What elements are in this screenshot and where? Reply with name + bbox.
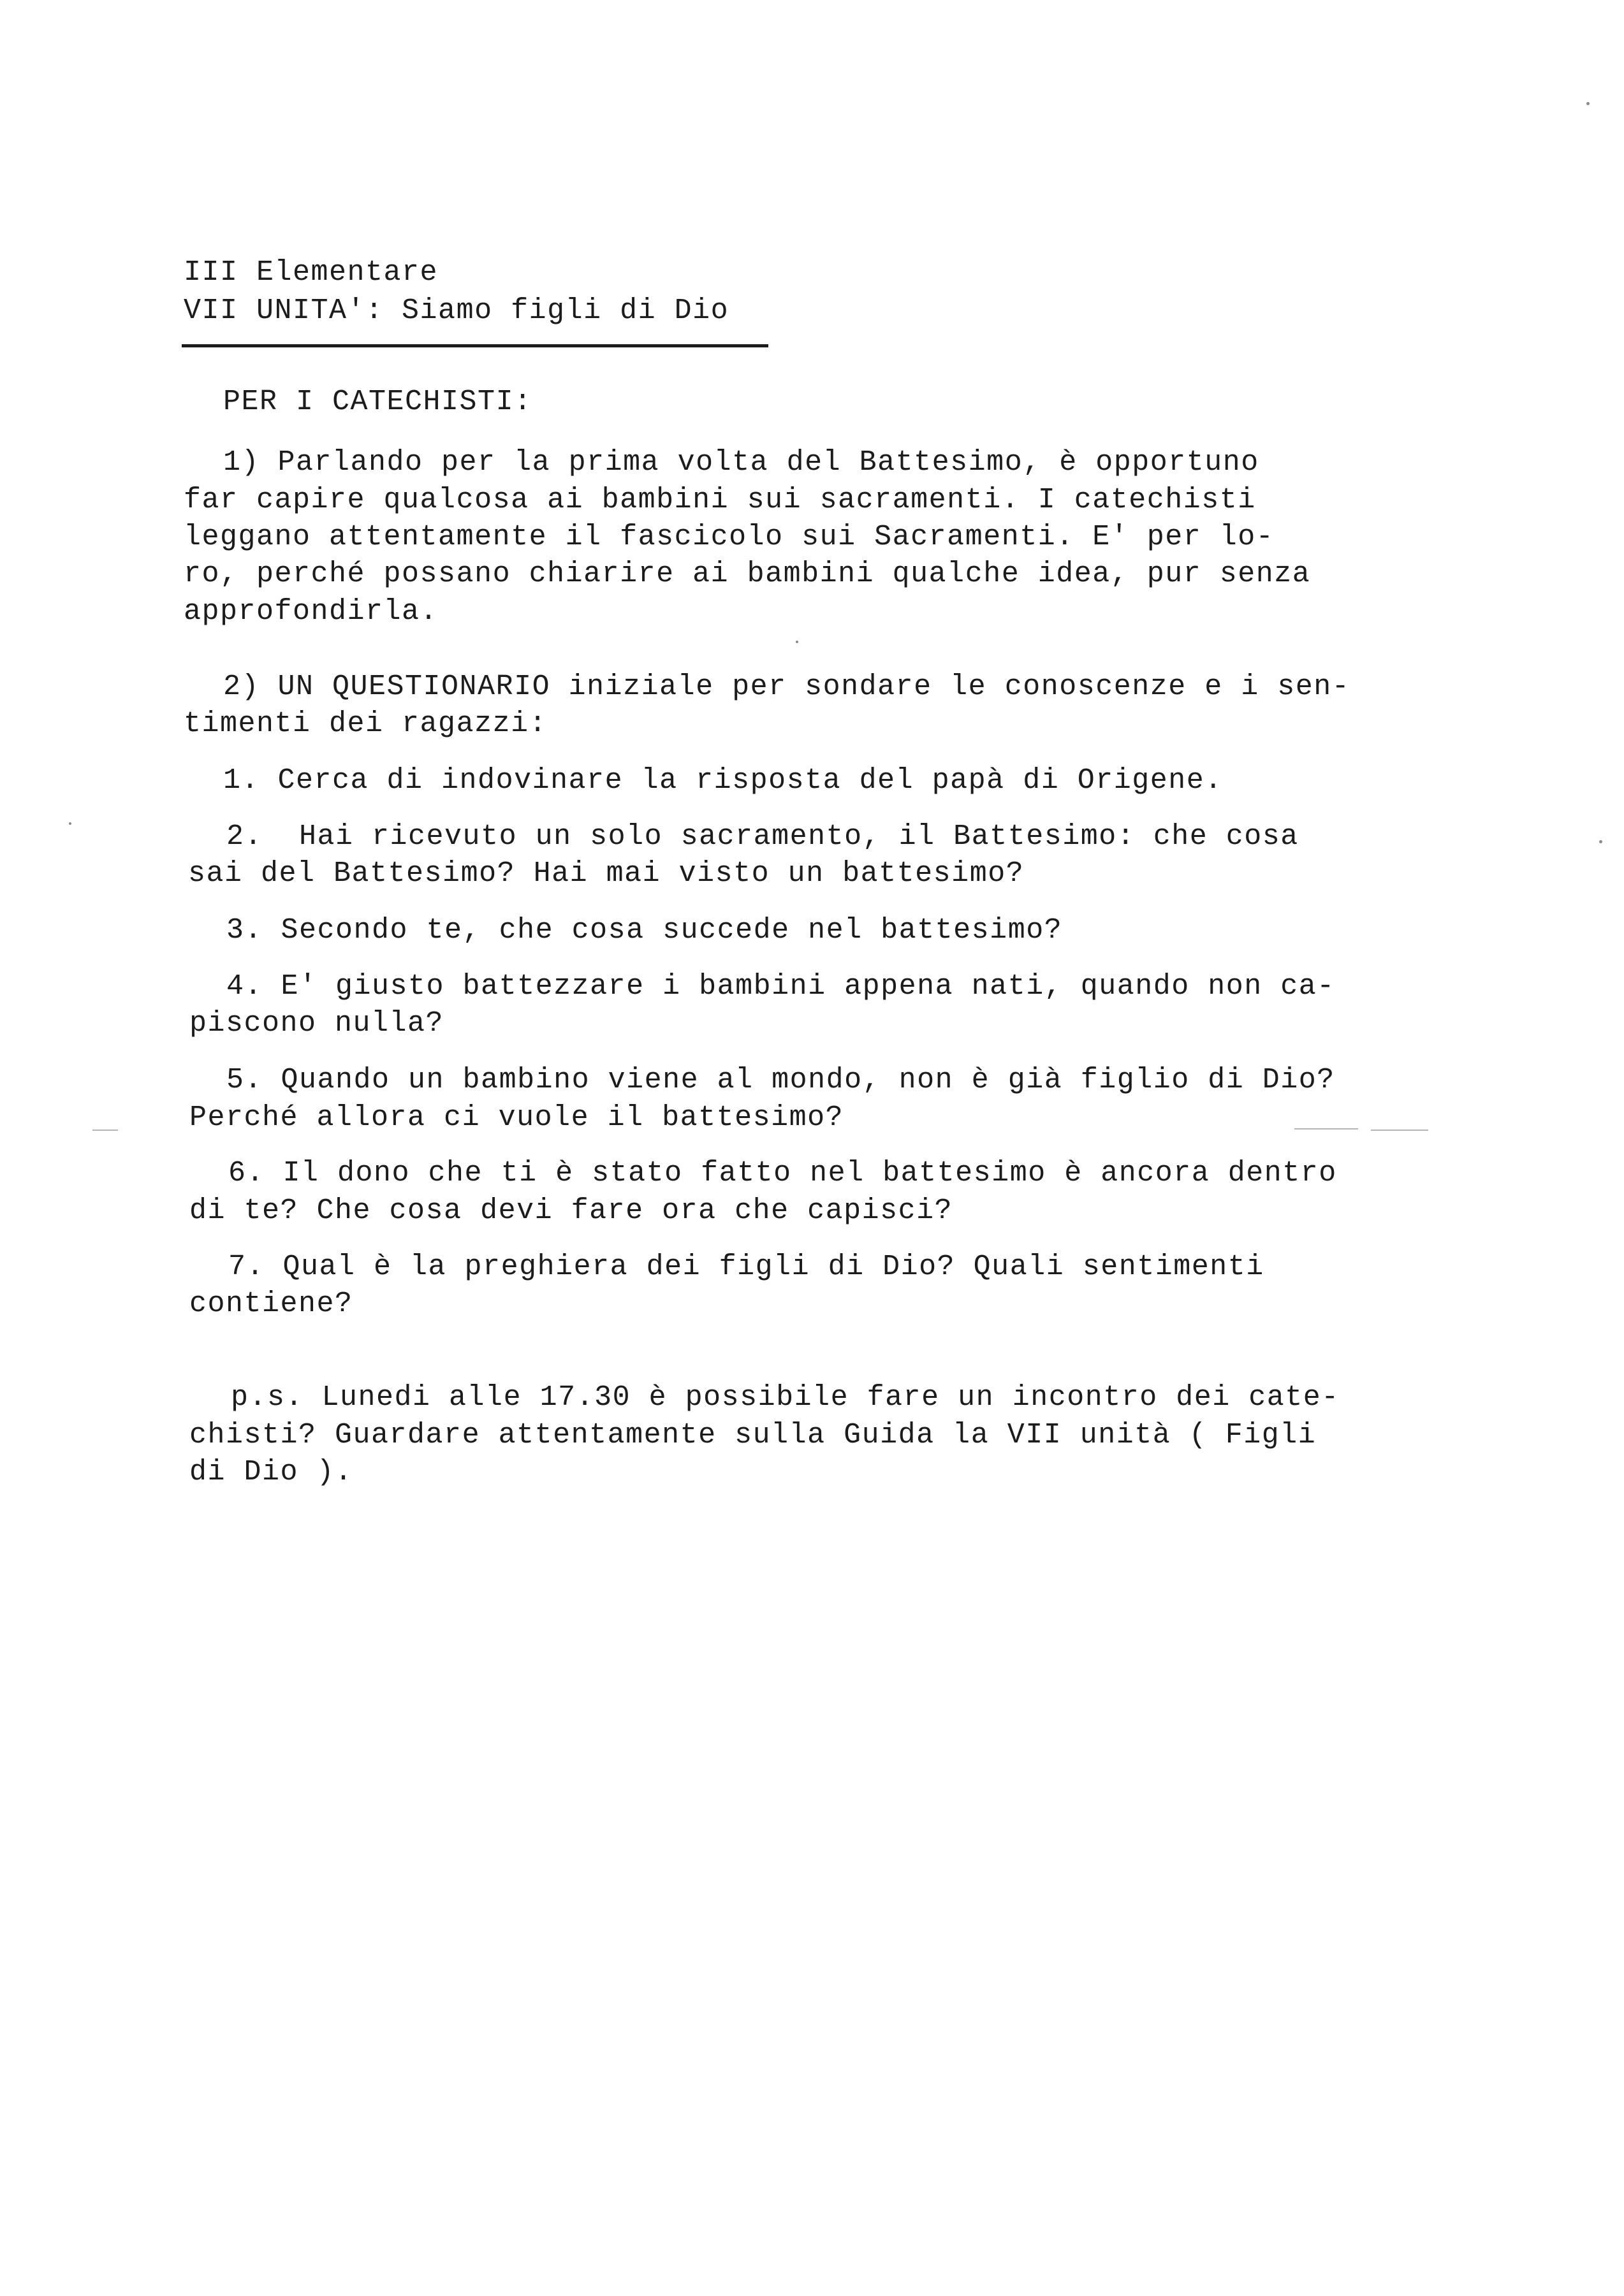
- scan-artifact-line: [92, 1130, 118, 1131]
- paragraph1-line: far capire qualcosa ai bambini sui sacramenti. I catechisti: [184, 484, 1256, 516]
- question-line: contiene?: [189, 1288, 353, 1320]
- scan-speck: [69, 822, 71, 825]
- question-line: di te? Che cosa devi fare ora che capisci?: [189, 1195, 953, 1227]
- postscript-line: di Dio ).: [189, 1456, 353, 1488]
- scan-artifact-line: [1371, 1130, 1428, 1131]
- paragraph1-line: 1) Parlando per la prima volta del Battesimo, è opportuno: [223, 446, 1259, 479]
- heading-underline: [182, 344, 768, 347]
- section-title: PER I CATECHISTI:: [223, 386, 532, 418]
- paragraph1-line: ro, perché possano chiarire ai bambini qualche idea, pur senza: [184, 558, 1311, 590]
- question-line: 5. Quando un bambino viene al mondo, non è già figlio di Dio?: [226, 1064, 1335, 1096]
- question-line: 1. Cerca di indovinare la risposta del papà di Origene.: [223, 764, 1223, 797]
- scan-artifact-line: [1294, 1128, 1358, 1130]
- paragraph2-line: 2) UN QUESTIONARIO iniziale per sondare le conoscenze e i sen-: [223, 671, 1350, 703]
- question-line: Perché allora ci vuole il battesimo?: [189, 1101, 844, 1134]
- question-line: 2. Hai ricevuto un solo sacramento, il Battesimo: che cosa: [226, 820, 1299, 853]
- unit-heading: VII UNITA': Siamo figli di Dio: [184, 294, 729, 327]
- question-line: 7. Qual è la preghiera dei figli di Dio? Quali sentimenti: [228, 1251, 1264, 1283]
- question-line: 3. Secondo te, che cosa succede nel battesimo?: [226, 914, 1063, 947]
- paragraph2-line: timenti dei ragazzi:: [184, 708, 548, 740]
- question-line: 6. Il dono che ti è stato fatto nel battesimo è ancora dentro: [228, 1157, 1337, 1189]
- question-line: piscono nulla?: [189, 1007, 444, 1040]
- postscript-line: p.s. Lunedi alle 17.30 è possibile fare un incontro dei cate-: [231, 1381, 1340, 1414]
- scan-speck: [1586, 102, 1590, 105]
- scan-speck: [796, 641, 798, 643]
- question-line: 4. E' giusto battezzare i bambini appena nati, quando non ca-: [226, 970, 1335, 1003]
- scan-speck: [1599, 840, 1602, 843]
- grade-heading: III Elementare: [184, 256, 439, 289]
- paragraph1-line: approfondirla.: [184, 595, 439, 628]
- question-line: sai del Battesimo? Hai mai visto un battesimo?: [188, 857, 1025, 890]
- postscript-line: chisti? Guardare attentamente sulla Guida la VII unità ( Figli: [189, 1419, 1317, 1451]
- paragraph1-line: leggano attentamente il fascicolo sui Sacramenti. E' per lo-: [184, 521, 1275, 553]
